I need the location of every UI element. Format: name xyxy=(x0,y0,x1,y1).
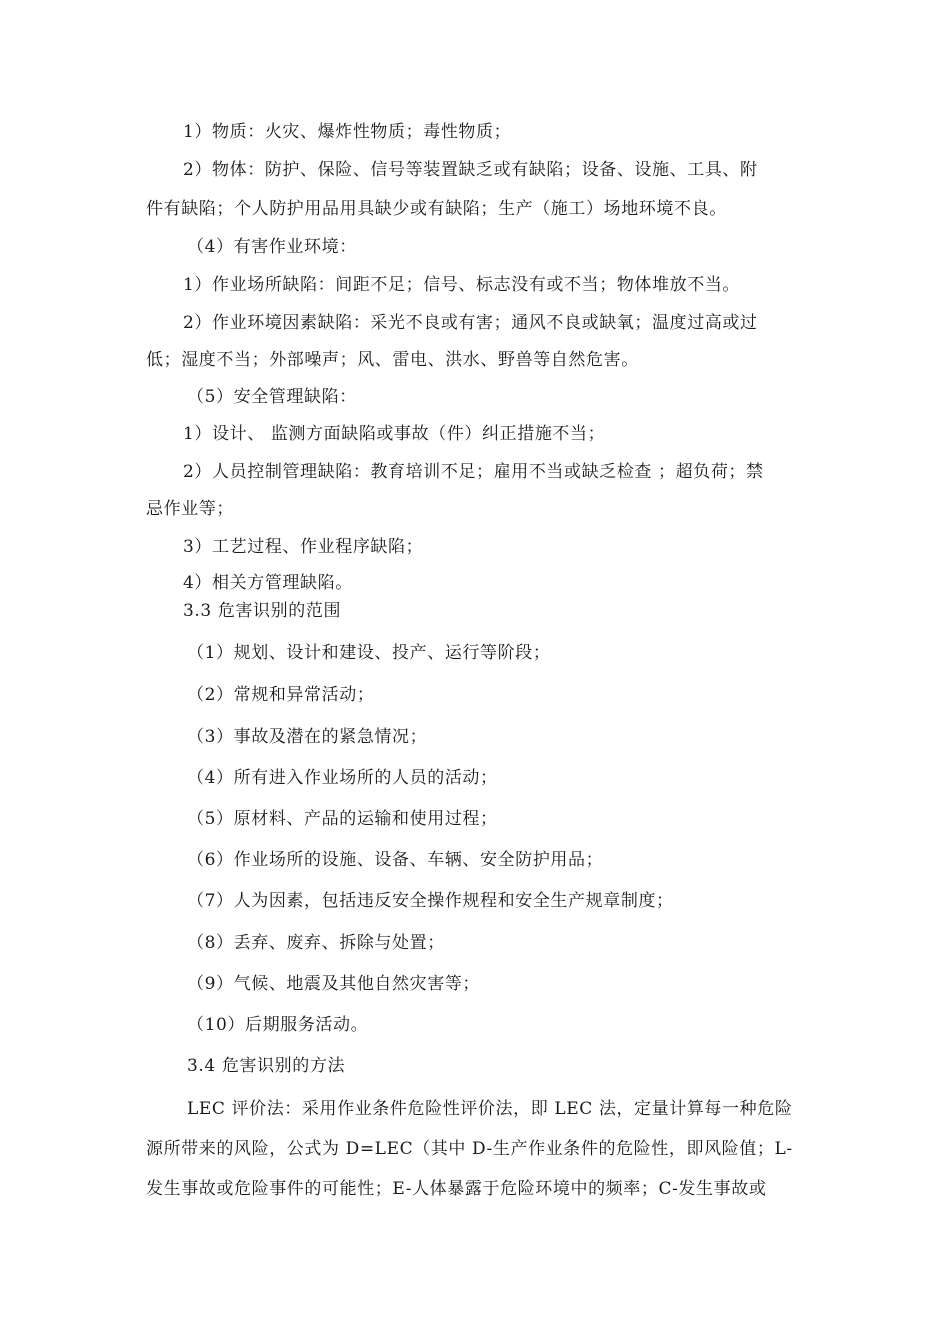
text-line: 1）物质：火灾、爆炸性物质；毒性物质； xyxy=(183,122,512,142)
text-line: 2）作业环境因素缺陷：采光不良或有害；通风不良或缺氧；温度过高或过 xyxy=(183,313,758,333)
list-item: （1）规划、设计和建设、投产、运行等阶段； xyxy=(187,643,551,663)
list-item: （7）人为因素，包括违反安全操作规程和安全生产规章制度； xyxy=(187,891,674,911)
section-heading: 3.4 危害识别的方法 xyxy=(187,1056,346,1076)
list-item: （3）事故及潜在的紧急情况； xyxy=(187,727,428,747)
text-line: 发生事故或危险事件的可能性；E-人体暴露于危险环境中的频率；C-发生事故或 xyxy=(146,1179,767,1199)
list-item: （8）丢弃、废弃、拆除与处置； xyxy=(187,933,445,953)
section-heading: （4）有害作业环境： xyxy=(187,237,357,257)
section-heading: （5）安全管理缺陷： xyxy=(187,387,357,407)
text-line: 1）设计、 监测方面缺陷或事故（件）纠正措施不当； xyxy=(183,424,606,444)
text-line: 1）作业场所缺陷：间距不足；信号、标志没有或不当；物体堆放不当。 xyxy=(183,275,741,295)
list-item: （4）所有进入作业场所的人员的活动； xyxy=(187,768,498,788)
text-line: 3）工艺过程、作业程序缺陷； xyxy=(183,537,424,557)
list-item: （6）作业场所的设施、设备、车辆、安全防护用品； xyxy=(187,850,604,870)
text-line: 忌作业等； xyxy=(146,499,234,519)
text-line: LEC 评价法：采用作业条件危险性评价法，即 LEC 法，定量计算每一种危险 xyxy=(187,1099,793,1119)
text-line: 2）物体：防护、保险、信号等装置缺乏或有缺陷；设备、设施、工具、附 xyxy=(183,160,758,180)
text-line: 低；湿度不当；外部噪声；风、雷电、洪水、野兽等自然危害。 xyxy=(146,350,639,370)
text-line: 源所带来的风险，公式为 D=LEC（其中 D-生产作业条件的危险性，即风险值；L- xyxy=(146,1139,793,1159)
list-item: （9）气候、地震及其他自然灾害等； xyxy=(187,974,481,994)
text-line: 2）人员控制管理缺陷：教育培训不足；雇用不当或缺乏检查 ；超负荷；禁 xyxy=(183,462,764,482)
list-item: （10）后期服务活动。 xyxy=(187,1015,369,1035)
list-item: （5）原材料、产品的运输和使用过程； xyxy=(187,809,498,829)
text-line: 件有缺陷；个人防护用品用具缺少或有缺陷；生产（施工）场地环境不良。 xyxy=(146,199,727,219)
text-line: 4）相关方管理缺陷。 xyxy=(183,573,353,593)
list-item: （2）常规和异常活动； xyxy=(187,685,375,705)
section-heading: 3.3 危害识别的范围 xyxy=(183,601,342,621)
